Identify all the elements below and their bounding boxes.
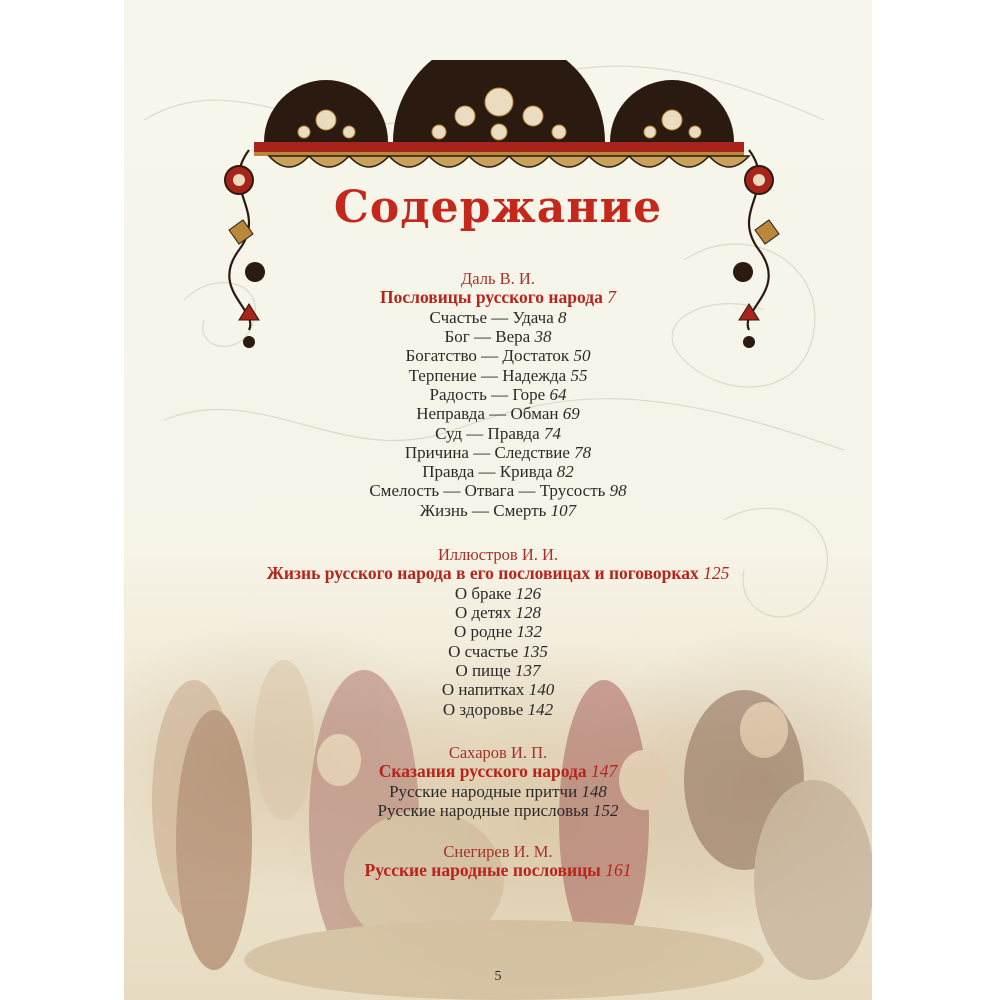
- toc-entry[interactable]: Правда — Кривда 82: [422, 462, 574, 482]
- toc-section-snegirev: [124, 842, 872, 881]
- toc-entry[interactable]: О счастье 135: [448, 641, 548, 661]
- section-author: Снегирев И. М.: [443, 842, 553, 861]
- toc-section-illyustrov: [124, 545, 872, 719]
- page-title: Содержание: [333, 182, 663, 233]
- section-author: Сахаров И. П.: [448, 743, 548, 762]
- toc-entry[interactable]: Радость — Горе 64: [429, 384, 567, 404]
- toc-entry[interactable]: Бог — Вера 38: [444, 327, 552, 347]
- section-title[interactable]: Русские народные пословицы 161: [364, 860, 632, 881]
- page-number: 5: [494, 969, 502, 984]
- toc-entry[interactable]: Причина — Следствие 78: [404, 442, 592, 462]
- section-title[interactable]: Пословицы русского народа 7: [380, 287, 616, 308]
- toc-entry[interactable]: Счастье — Удача 8: [429, 307, 567, 327]
- toc-entry[interactable]: Неправда — Обман 69: [416, 404, 580, 424]
- toc-section-sakharov: [124, 743, 872, 820]
- toc-entry[interactable]: О здоровье 142: [442, 699, 554, 719]
- toc-entry[interactable]: Русские народные притчи 148: [389, 781, 607, 801]
- toc-entry[interactable]: О напитках 140: [441, 680, 555, 700]
- toc-section-dal: [124, 269, 872, 520]
- section-title[interactable]: Сказания русского народа 147: [378, 761, 618, 782]
- toc-entry[interactable]: Жизнь — Смерть 107: [419, 500, 577, 520]
- toc-entry[interactable]: Русские народные присловья 152: [377, 801, 619, 821]
- toc-entry[interactable]: О браке 126: [454, 583, 542, 603]
- toc-entry[interactable]: Терпение — Надежда 55: [408, 365, 588, 385]
- section-title[interactable]: Жизнь русского народа в его пословицах и поговорках 125: [266, 563, 730, 584]
- book-page: [124, 0, 872, 1000]
- toc-entry[interactable]: О пище 137: [455, 660, 541, 680]
- toc-entry[interactable]: Богатство — Достаток 50: [405, 346, 591, 366]
- toc-entry[interactable]: Суд — Правда 74: [435, 423, 561, 443]
- section-author: Даль В. И.: [461, 269, 535, 288]
- section-author: Иллюстров И. И.: [437, 545, 559, 564]
- toc-entry[interactable]: О детях 128: [455, 603, 541, 623]
- toc-entry[interactable]: Смелость — Отвага — Трусость 98: [369, 481, 627, 501]
- toc-entry[interactable]: О родне 132: [453, 622, 543, 642]
